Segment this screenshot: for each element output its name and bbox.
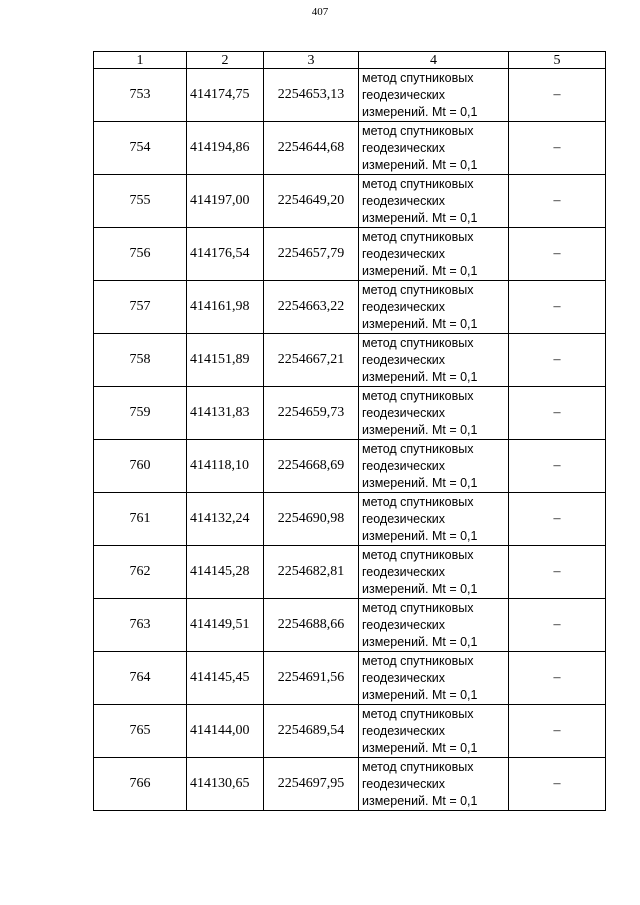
x-coordinate-cell: 414161,98: [187, 281, 264, 334]
method-line: геодезических: [362, 723, 446, 738]
method-line: метод спутниковых: [362, 494, 474, 509]
point-number-cell: 759: [94, 387, 187, 440]
table-row: [94, 334, 606, 387]
x-coordinate-cell: 414145,45: [187, 652, 264, 705]
table-row: [94, 122, 606, 175]
method-line: метод спутниковых: [362, 176, 474, 191]
method-line: метод спутниковых: [362, 441, 474, 456]
y-coordinate-cell: 2254657,79: [264, 228, 359, 281]
method-cell: [359, 440, 509, 493]
method-line: метод спутниковых: [362, 388, 474, 403]
point-number-cell: 764: [94, 652, 187, 705]
method-cell: [359, 387, 509, 440]
method-line: геодезических: [362, 564, 446, 579]
y-coordinate-cell: 2254691,56: [264, 652, 359, 705]
method-cell: [359, 599, 509, 652]
method-cell: [359, 705, 509, 758]
method-line: геодезических: [362, 670, 446, 685]
note-cell: –: [509, 122, 606, 175]
note-cell: –: [509, 440, 606, 493]
note-cell: –: [509, 652, 606, 705]
method-line: геодезических: [362, 511, 446, 526]
method-line: измерений. Mt = 0,1: [362, 369, 478, 384]
x-coordinate-cell: 414149,51: [187, 599, 264, 652]
y-coordinate-cell: 2254690,98: [264, 493, 359, 546]
column-header-3: 3: [264, 52, 359, 69]
point-number-cell: 757: [94, 281, 187, 334]
method-line: геодезических: [362, 140, 446, 155]
column-header-4: 4: [359, 52, 509, 69]
note-cell: –: [509, 705, 606, 758]
y-coordinate-cell: 2254688,66: [264, 599, 359, 652]
method-cell: [359, 546, 509, 599]
point-number-cell: 753: [94, 69, 187, 122]
method-line: измерений. Mt = 0,1: [362, 157, 478, 172]
method-cell: [359, 758, 509, 811]
method-line: измерений. Mt = 0,1: [362, 316, 478, 331]
note-cell: –: [509, 334, 606, 387]
method-line: измерений. Mt = 0,1: [362, 422, 478, 437]
method-line: метод спутниковых: [362, 335, 474, 350]
method-line: метод спутниковых: [362, 70, 474, 85]
column-header-1: 1: [94, 52, 187, 69]
method-line: метод спутниковых: [362, 547, 474, 562]
x-coordinate-cell: 414131,83: [187, 387, 264, 440]
note-cell: –: [509, 281, 606, 334]
method-line: измерений. Mt = 0,1: [362, 740, 478, 755]
table-row: [94, 175, 606, 228]
table-header-row: [94, 52, 606, 69]
method-cell: [359, 334, 509, 387]
method-line: геодезических: [362, 776, 446, 791]
y-coordinate-cell: 2254689,54: [264, 705, 359, 758]
y-coordinate-cell: 2254697,95: [264, 758, 359, 811]
y-coordinate-cell: 2254668,69: [264, 440, 359, 493]
method-cell: [359, 69, 509, 122]
y-coordinate-cell: 2254663,22: [264, 281, 359, 334]
method-cell: [359, 228, 509, 281]
table-row: [94, 493, 606, 546]
table-body: [94, 69, 606, 811]
y-coordinate-cell: 2254653,13: [264, 69, 359, 122]
table-row: [94, 387, 606, 440]
method-cell: [359, 652, 509, 705]
method-line: метод спутниковых: [362, 600, 474, 615]
method-line: геодезических: [362, 617, 446, 632]
note-cell: –: [509, 546, 606, 599]
method-line: метод спутниковых: [362, 706, 474, 721]
method-line: измерений. Mt = 0,1: [362, 793, 478, 808]
table-row: [94, 599, 606, 652]
note-cell: –: [509, 228, 606, 281]
method-line: измерений. Mt = 0,1: [362, 634, 478, 649]
point-number-cell: 760: [94, 440, 187, 493]
x-coordinate-cell: 414151,89: [187, 334, 264, 387]
point-number-cell: 754: [94, 122, 187, 175]
x-coordinate-cell: 414144,00: [187, 705, 264, 758]
method-line: геодезических: [362, 405, 446, 420]
x-coordinate-cell: 414118,10: [187, 440, 264, 493]
method-line: метод спутниковых: [362, 759, 474, 774]
y-coordinate-cell: 2254644,68: [264, 122, 359, 175]
page-number: 407: [311, 6, 329, 18]
method-line: измерений. Mt = 0,1: [362, 104, 478, 119]
method-line: метод спутниковых: [362, 282, 474, 297]
table-row: [94, 440, 606, 493]
table-row: [94, 652, 606, 705]
point-number-cell: 755: [94, 175, 187, 228]
method-line: измерений. Mt = 0,1: [362, 528, 478, 543]
method-line: измерений. Mt = 0,1: [362, 581, 478, 596]
method-line: измерений. Mt = 0,1: [362, 687, 478, 702]
method-line: геодезических: [362, 193, 446, 208]
point-number-cell: 765: [94, 705, 187, 758]
column-header-2: 2: [187, 52, 264, 69]
x-coordinate-cell: 414194,86: [187, 122, 264, 175]
x-coordinate-cell: 414130,65: [187, 758, 264, 811]
note-cell: –: [509, 387, 606, 440]
note-cell: –: [509, 175, 606, 228]
method-line: измерений. Mt = 0,1: [362, 263, 478, 278]
point-number-cell: 761: [94, 493, 187, 546]
y-coordinate-cell: 2254659,73: [264, 387, 359, 440]
method-line: метод спутниковых: [362, 653, 474, 668]
method-cell: [359, 175, 509, 228]
table-row: [94, 281, 606, 334]
table-row: [94, 228, 606, 281]
method-line: метод спутниковых: [362, 123, 474, 138]
x-coordinate-cell: 414176,54: [187, 228, 264, 281]
method-cell: [359, 281, 509, 334]
table-row: [94, 705, 606, 758]
y-coordinate-cell: 2254682,81: [264, 546, 359, 599]
column-header-5: 5: [509, 52, 606, 69]
note-cell: –: [509, 599, 606, 652]
note-cell: –: [509, 69, 606, 122]
point-number-cell: 758: [94, 334, 187, 387]
table-row: [94, 758, 606, 811]
method-line: геодезических: [362, 458, 446, 473]
method-line: измерений. Mt = 0,1: [362, 475, 478, 490]
method-cell: [359, 122, 509, 175]
table-row: [94, 69, 606, 122]
point-number-cell: 756: [94, 228, 187, 281]
note-cell: –: [509, 758, 606, 811]
method-line: геодезических: [362, 299, 446, 314]
x-coordinate-cell: 414174,75: [187, 69, 264, 122]
y-coordinate-cell: 2254667,21: [264, 334, 359, 387]
x-coordinate-cell: 414132,24: [187, 493, 264, 546]
note-cell: –: [509, 493, 606, 546]
coordinates-table: [93, 51, 606, 811]
point-number-cell: 763: [94, 599, 187, 652]
method-line: измерений. Mt = 0,1: [362, 210, 478, 225]
method-line: геодезических: [362, 352, 446, 367]
y-coordinate-cell: 2254649,20: [264, 175, 359, 228]
x-coordinate-cell: 414145,28: [187, 546, 264, 599]
method-cell: [359, 493, 509, 546]
method-line: геодезических: [362, 246, 446, 261]
method-line: геодезических: [362, 87, 446, 102]
point-number-cell: 762: [94, 546, 187, 599]
x-coordinate-cell: 414197,00: [187, 175, 264, 228]
method-line: метод спутниковых: [362, 229, 474, 244]
table-row: [94, 546, 606, 599]
point-number-cell: 766: [94, 758, 187, 811]
